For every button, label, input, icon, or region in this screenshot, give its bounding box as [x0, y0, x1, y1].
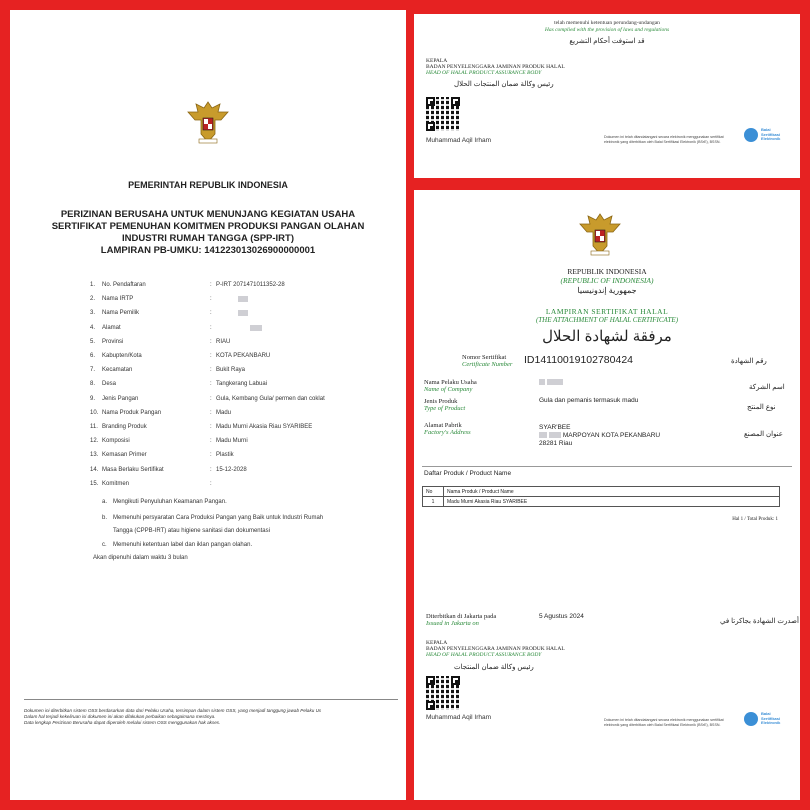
garuda-emblem-icon: [185, 98, 231, 146]
row-number: 11.: [90, 424, 98, 430]
signatory-title: KEPALA BADAN PENYELENGGARA JAMINAN PRODUK HALAL HEAD OF HALAL PRODUCT ASSURANCE BODY: [426, 58, 565, 76]
republic-title-en: (REPUBLIC OF INDONESIA): [560, 276, 654, 285]
row-colon: :: [210, 310, 212, 317]
issued-ar: أصدرت الشهادة بجاكرتا في: [720, 618, 799, 625]
row-value: Madu: [216, 409, 232, 416]
qr-code-icon: [426, 97, 460, 131]
table-row: 1 Madu Murni Akasia Riau SYARIBEE: [423, 497, 780, 507]
row-number: 14.: [90, 466, 99, 473]
row-number: 15.: [90, 480, 99, 487]
republic-title-ar: جمهورية إندونيسيا: [577, 286, 637, 295]
product-type-value: Gula dan pemanis termasuk madu: [539, 397, 639, 404]
title-line: LAMPIRAN PB-UMKU: 141223013026900000001: [100, 245, 316, 256]
certificate-number-ar: رقم الشهادة: [731, 358, 767, 365]
row-number: 7.: [90, 367, 96, 374]
qr-code-icon: [426, 676, 460, 710]
row-colon: :: [210, 480, 212, 487]
row-colon: :: [210, 296, 212, 303]
row-value: P-IRT 2071471011352-28: [216, 282, 285, 288]
bsre-label: Balai Sertifikasi Elektronik: [761, 711, 781, 725]
row-number: 9.: [90, 395, 96, 402]
signatory-title-ar: رئيس وكالة ضمان المنتجات الحلال: [454, 81, 554, 88]
redacted-value: [238, 296, 248, 302]
signatory-title-ar: رئيس وكالة ضمان المنتجات: [454, 664, 534, 671]
row-colon: :: [210, 395, 212, 402]
government-title: PEMERINTAH REPUBLIK INDONESIA: [128, 180, 288, 190]
row-label: No. Pendaftaran: [102, 282, 146, 288]
issued-label: Diterbitkan di Jakarta pada Issued in Jakarta on: [426, 613, 497, 627]
factory-address-value: SYAR'BEE MARPOYAN KOTA PEKANBARU 28281 Riau: [539, 424, 661, 447]
row-colon: :: [210, 324, 212, 331]
electronic-signature-note: Dokumen ini telah ditandatangani secara elektronik menggunakan sertifikat elektronik yang diterbitkan oleh Balai Sertifikasi Elektronik (BSrE), BSSN.: [604, 135, 724, 144]
row-colon: :: [210, 452, 212, 459]
product-table: [422, 486, 780, 507]
row-label: Jenis Pangan: [102, 395, 139, 402]
row-colon: :: [210, 381, 212, 388]
row-colon: :: [210, 282, 212, 288]
attachment-title-ar: مرفقة لشهادة الحلال: [542, 328, 672, 345]
row-value: 15-12-2028: [216, 466, 247, 473]
footer-divider: [24, 699, 398, 700]
garuda-emblem-icon: [577, 210, 623, 258]
row-number: 5.: [90, 338, 96, 345]
signer-name: Muhammad Aqil Irham: [426, 714, 492, 721]
row-colon: :: [210, 338, 212, 345]
row-value: Bukit Raya: [216, 367, 246, 374]
title-line: SERTIFIKAT PEMENUHAN KOMITMEN PRODUKSI PANGAN OLAHAN: [51, 221, 365, 232]
row-label: Nama Pemilik: [102, 310, 140, 317]
redacted-value: [250, 325, 262, 331]
document-title: [10, 209, 406, 257]
product-type-label: Jenis Produk Type of Product: [424, 398, 466, 412]
law-compliance-en: Has complied with the provision of laws and regulations: [544, 27, 670, 33]
product-list-title: Daftar Produk / Product Name: [424, 470, 512, 477]
row-label: Provinsi: [102, 338, 124, 345]
row-label: Kabupten/Kota: [102, 353, 142, 359]
row-colon: :: [210, 367, 212, 374]
electronic-signature-note: Dokumen ini telah ditandatangani secara elektronik menggunakan sertifikat elektronik yang diterbitkan oleh Balai Sertifikasi Elektronik (BSrE), BSSN.: [604, 718, 724, 727]
row-label: Desa: [102, 381, 117, 388]
row-colon: :: [210, 466, 212, 473]
issued-date: 5 Agustus 2024: [539, 613, 584, 620]
bsre-logo-icon: [744, 128, 758, 142]
page-note: Hal 1 / Total Produk: 1: [732, 517, 778, 522]
law-compliance-id: telah memenuhi ketentuan perundang-undangan: [554, 20, 660, 26]
row-label: Kemasan Primer: [102, 452, 147, 459]
row-number: 8.: [90, 381, 96, 388]
factory-address-ar: عنوان المصنع: [744, 431, 783, 438]
row-number: 10.: [90, 409, 99, 416]
bsre-label: Balai Sertifikasi Elektronik: [761, 127, 781, 141]
section-divider: [422, 466, 792, 467]
row-label: Nama Produk Pangan: [102, 409, 162, 416]
row-value: Gula, Kembang Gula/ permen dan coklat: [216, 395, 325, 402]
law-compliance-ar: قد استوفت أحكام التشريع: [569, 38, 645, 45]
row-value: Madu Murni Akasia Riau SYARIBEE: [216, 424, 313, 430]
halal-certificate-attachment: [414, 190, 800, 800]
row-label: Masa Berlaku Sertifikat: [102, 466, 164, 473]
row-label: Kecamatan: [102, 367, 133, 374]
row-number: 1.: [90, 282, 96, 288]
row-value: Madu Murni: [216, 438, 248, 445]
row-colon: :: [210, 353, 212, 359]
row-value: Plastik: [216, 452, 234, 459]
row-value: Tangkerang Labuai: [216, 381, 268, 388]
republik-title: REPUBLIK INDONESIA: [567, 267, 647, 276]
table-header-row: No Nama Produk / Product Name: [423, 487, 780, 497]
title-line: INDUSTRI RUMAH TANGGA (SPP-IRT): [121, 233, 295, 244]
row-value: RIAU: [216, 338, 231, 345]
factory-address-label: Alamat Pabrik Factory's Address: [424, 422, 471, 436]
row-colon: :: [210, 424, 212, 430]
halal-certificate-signature-page: [414, 14, 800, 178]
title-line: PERIZINAN BERUSAHA UNTUK MENUNJANG KEGIATAN USAHA: [60, 209, 356, 220]
bsre-logo-icon: [744, 712, 758, 726]
company-name-ar: اسم الشركة: [749, 384, 785, 391]
row-label: Alamat: [102, 324, 121, 331]
row-number: 12.: [90, 438, 99, 445]
product-type-ar: نوع المنتج: [747, 404, 776, 411]
signer-name: Muhammad Aqil Irham: [426, 137, 492, 144]
attachment-title: LAMPIRAN SERTIFIKAT HALAL: [545, 307, 669, 316]
redacted-value: [238, 310, 248, 316]
row-number: 3.: [90, 310, 96, 317]
signatory-title: KEPALA BADAN PENYELENGGARA JAMINAN PRODUK HALAL HEAD OF HALAL PRODUCT ASSURANCE BODY: [426, 640, 565, 658]
certificate-number: ID14110019102780424: [524, 354, 633, 366]
company-name-label: Nama Pelaku Usaha Name of Company: [424, 379, 477, 393]
row-number: 13.: [90, 452, 99, 459]
row-label: Nama IRTP: [102, 296, 134, 303]
row-number: 2.: [90, 296, 96, 303]
row-number: 4.: [90, 324, 96, 331]
attachment-title-en: (THE ATTACHMENT OF HALAL CERTIFICATE): [535, 316, 679, 324]
footer-disclaimer: Dokumen ini diterbitkan sistem OSS berdasarkan data dari Pelaku Usaha, tersimpan dalam sistem OSS, yang menjadi tanggung jawab Pelaku Us Dalam hal terjadi kekeliruan isi dokumen ini akan dilakukan perbaikan sebagaimana mestinya. Data lengkap Perizinan Berusaha dapat diperoleh melalui sistem OSS menggunakan hak akses.: [24, 708, 322, 725]
certificate-number-label: Nomor Sertifikat Certificate Number: [462, 354, 513, 368]
row-value: KOTA PEKANBARU: [216, 353, 271, 359]
row-label: Komitmen: [102, 480, 130, 487]
company-name-value: [539, 379, 563, 386]
row-colon: :: [210, 438, 212, 445]
row-label: Komposisi: [102, 438, 130, 445]
row-number: 6.: [90, 353, 96, 359]
spp-irt-document: PEMERINTAH REPUBLIK INDONESIA PERIZINAN BERUSAHA UNTUK MENUNJANG KEGIATAN USAHA SERTIFIKAT PEMENUHAN KOMITMEN PRODUKSI PANGAN OLAHAN INDUSTRI RUMAH TANGGA (SPP-IRT) LAMPIRAN PB-UMKU: 141223013026900000001 1. No. Pendaftaran : P-IRT 2071471011352-28 2. Nama IRTP : 3. Nama Pemilik : 4. Alamat : 5. Provinsi : RIAU 6. Kabupten/Kota : KOTA PEKANBARU 7. Kecamatan : Bukit Raya 8. Desa : Tangkerang Labuai 9. Jenis Pangan : Gula, Kembang Gula/ permen dan coklat 10. Nama Produk Pangan : Madu 11. Branding Produk : Madu Murni Akasia Riau SYARIBEE 12. Komposisi : Madu Murni 13. Kemasan Primer : Plastik 14. Masa Berlaku Sertifikat : 15-12-2028 15. Komitmen : a. Mengikuti Penyuluhan Keamanan Pangan. b. Memenuhi persyaratan Cara Produksi Pangan yang Baik untuk Industri Rumah Tangga (CPPB-IRT) atau higiene sanitasi dan dokumentasi c. Memenuhi ketentuan label dan iklan pangan olahan. Akan dipenuhi dalam waktu 3 bulan Dokumen ini diterbitkan sistem OSS berdasarkan data dari Pelaku Usaha, tersimpan dalam sistem OSS, yang menjadi tanggung jawab Pelaku Us Dalam hal terjadi kekeliruan isi dokumen ini akan dilakukan perbaikan sebagaimana mestinya. Data lengkap Perizinan Berusaha dapat diperoleh melalui sistem OSS menggunakan hak akses.: [10, 10, 406, 800]
row-label: Branding Produk: [102, 424, 147, 430]
row-colon: :: [210, 409, 212, 416]
